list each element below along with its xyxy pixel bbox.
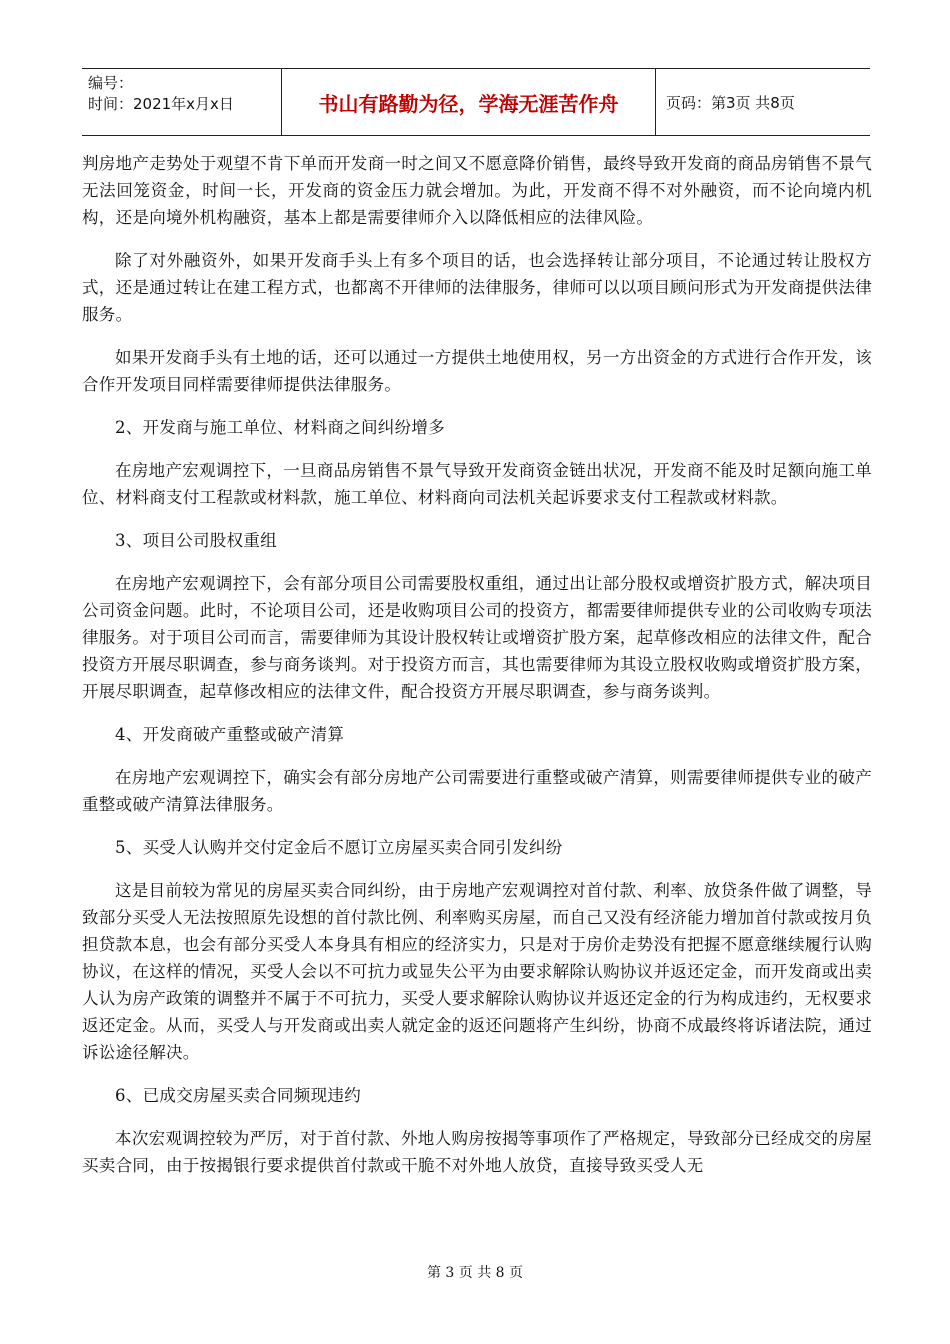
section-heading: 6、已成交房屋买卖合同频现违约 — [115, 1086, 361, 1105]
section-heading: 3、项目公司股权重组 — [115, 531, 277, 550]
paragraph: 这是目前较为常见的房屋买卖合同纠纷，由于房地产宏观调控对首付款、利率、放贷条件做了调整，导致部分买受人无法按照原先设想的首付款比例、利率购买房屋，而自己又没有经济能力增加首付款或按月负担贷款本息，也会有部分买受人本身具有相应的经济实力，只是对于房价走势没有把握不愿意继续履行认购协议，在这样的情况，买受人会以不可抗力或显失公平为由要求解除认购协议并返还定金，而开发商或出卖人认为房产政策的调整并不属于不可抗力，买受人要求解除认购协议并返还定金的行为构成违约，无权要求返还定金。从而，买受人与开发商或出卖人就定金的返还问题将产生纠纷，协商不成最终将诉诸法院，通过诉讼途径解决。 — [82, 881, 872, 1062]
paragraph: 本次宏观调控较为严厉，对于首付款、外地人购房按揭等事项作了严格规定，导致部分已经成交的房屋买卖合同，由于按揭银行要求提供首付款或干脆不对外地人放贷，直接导致买受人无 — [82, 1129, 872, 1175]
section-heading: 5、买受人认购并交付定金后不愿订立房屋买卖合同引发纠纷 — [115, 838, 563, 857]
document-body — [82, 150, 872, 1195]
document-number-label: 编号： — [88, 74, 134, 92]
header-page-code: 页码：第3页 共8页 — [666, 93, 795, 112]
paragraph: 在房地产宏观调控下，会有部分项目公司需要股权重组，通过出让部分股权或增资扩股方式，解决项目公司资金问题。此时，不论项目公司，还是收购项目公司的投资方，都需要律师提供专业的公司收购专项法律服务。对于项目公司而言，需要律师为其设计股权转让或增资扩股方案，起草修改相应的法律文件，配合投资方开展尽职调查，参与商务谈判。对于投资方而言，其也需要律师为其设立股权收购或增资扩股方案，开展尽职调查，起草修改相应的法律文件，配合投资方开展尽职调查，参与商务谈判。 — [82, 574, 872, 701]
paragraph: 如果开发商手头有土地的话，还可以通过一方提供土地使用权，另一方出资金的方式进行合作开发，该合作开发项目同样需要律师提供法律服务。 — [82, 348, 872, 394]
document-time-label: 时间：2021年x月x日 — [88, 95, 234, 113]
paragraph: 判房地产走势处于观望不肯下单而开发商一时之间又不愿意降价销售，最终导致开发商的商品房销售不景气无法回笼资金，时间一长，开发商的资金压力就会增加。为此，开发商不得不对外融资，而不论向境内机构，还是向境外机构融资，基本上都是需要律师介入以降低相应的法律风险。 — [82, 154, 872, 227]
page-header — [82, 68, 870, 136]
paragraph: 除了对外融资外，如果开发商手头上有多个项目的话，也会选择转让部分项目，不论通过转让股权方式，还是通过转让在建工程方式，也都离不开律师的法律服务，律师可以以项目顾问形式为开发商提供法律服务。 — [82, 251, 872, 324]
paragraph: 在房地产宏观调控下，一旦商品房销售不景气导致开发商资金链出状况，开发商不能及时足额向施工单位、材料商支付工程款或材料款，施工单位、材料商向司法机关起诉要求支付工程款或材料款。 — [82, 461, 872, 507]
paragraph: 在房地产宏观调控下，确实会有部分房地产公司需要进行重整或破产清算，则需要律师提供专业的破产重整或破产清算法律服务。 — [82, 768, 872, 814]
section-heading: 2、开发商与施工单位、材料商之间纠纷增多 — [115, 418, 445, 437]
header-meta — [82, 69, 282, 135]
page-footer: 第 3 页 共 8 页 — [426, 1265, 524, 1281]
section-heading: 4、开发商破产重整或破产清算 — [115, 725, 345, 744]
header-motto: 书山有路勤为径，学海无涯苦作舟 — [282, 69, 656, 135]
